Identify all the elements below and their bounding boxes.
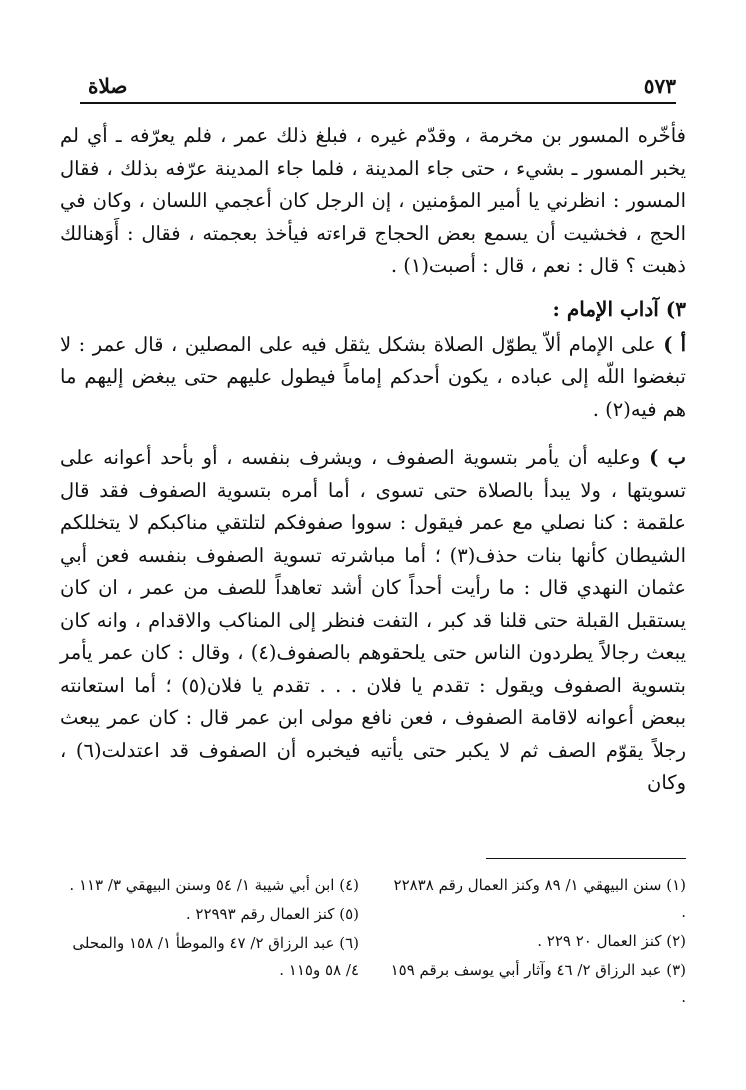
footnote-2: (٢) كنز العمال ٢٠ ٢٢٩ . <box>537 932 686 950</box>
page-number: ٥٧٣ <box>643 74 676 98</box>
page-header <box>80 70 676 104</box>
footnotes-right-column <box>387 872 686 1013</box>
intro-paragraph: فأخّره المسور بن مخرمة ، وقدّم غيره ، فبلغ ذلك عمر ، فلم يعرّفه ـ أي لم يخبر المسور ـ بشيء ، حتى جاء المدينة ، فلما جاء المدينة عرّفه بذلك ، فقال المسور : انظرني يا أمير المؤمنين ، إن الرجل كان أعجمي اللسان ، وكان في الحج ، فخشيت أن يسمع بعض الحجاج قراءته فيأخذ بعجمته ، فقال : أَوَهنالك ذهبت ؟ قال : نعم ، قال : أصبت(١) . <box>60 124 686 277</box>
footnotes-left-column <box>60 872 359 1013</box>
section-heading: ٣) آداب الإمام : <box>552 296 686 321</box>
footnote-1: (١) سنن البيهقي ١/ ٨٩ وكنز العمال رقم ٢٢٨٣٨ . <box>393 876 686 921</box>
item-b <box>60 442 686 800</box>
item-a-text: على الإمام ألاّ يطوّل الصلاة بشكل يثقل فيه على المصلين ، قال عمر : لا تبغضوا اللّه إلى عباده ، يكون أحدكم إماماً فيطول عليهم حتى يبغض إليهم ما هم فيه(٢) . <box>60 332 686 421</box>
footnote-3: (٣) عبد الرزاق ٢/ ٤٦ وآثار أبي يوسف برقم ١٥٩ . <box>390 961 686 1006</box>
running-title: صلاة <box>88 74 128 98</box>
footnote-divider <box>486 858 686 859</box>
footnote-5: (٥) كنز العمال رقم ٢٢٩٩٣ . <box>185 905 359 923</box>
main-text <box>60 120 686 800</box>
header-divider <box>80 102 676 104</box>
footnote-6: (٦) عبد الرزاق ٢/ ٤٧ والموطأ ١/ ١٥٨ والمحلى ٤/ ٥٨ و١١٥ . <box>72 934 359 979</box>
item-b-label: ب ) <box>649 446 687 469</box>
item-a-label: أ ) <box>663 332 686 356</box>
footnote-4: (٤) ابن أبي شيبة ١/ ٥٤ وسنن البيهقي ٣/ ١١٣ . <box>69 876 359 894</box>
item-b-text: وعليه أن يأمر بتسوية الصفوف ، ويشرف بنفسه ، أو بأحد أعوانه على تسويتها ، ولا يبدأ بالصلاة حتى تسوى ، أما أمره بتسوية الصفوف فقد قال علقمة : كنا نصلي مع عمر فيقول : سووا صفوفكم لتلتقي مناكبكم لا يتخللكم الشيطان كأنها بنات حذف(٣) ؛ أما مباشرته تسوية الصفوف بنفسه فعن أبي عثمان النهدي قال : ما رأيت أحداً كان أشد تعاهداً للصف من عمر ، ان كان يستقبل القبلة حتى قلنا قد كبر ، التفت فنظر إلى المناكب والاقدام ، وانه كان يبعث رجالاً يطردون الناس حتى يلحقوهم بالصفوف(٤) ، وقال : كان عمر يأمر بتسوية الصفوف ويقول : تقدم يا فلان . . . تقدم يا فلان(٥) ؛ أما استعانته ببعض أعوانه لاقامة الصفوف ، فعن نافع مولى ابن عمر قال : كان عمر يبعث رجلاً يقوّم الصف ثم لا يكبر حتى يأتيه فيخبره أن الصفوف قد اعتدلت(٦) ، وكان <box>60 446 686 794</box>
footnotes <box>60 872 686 1013</box>
item-a <box>60 329 686 427</box>
